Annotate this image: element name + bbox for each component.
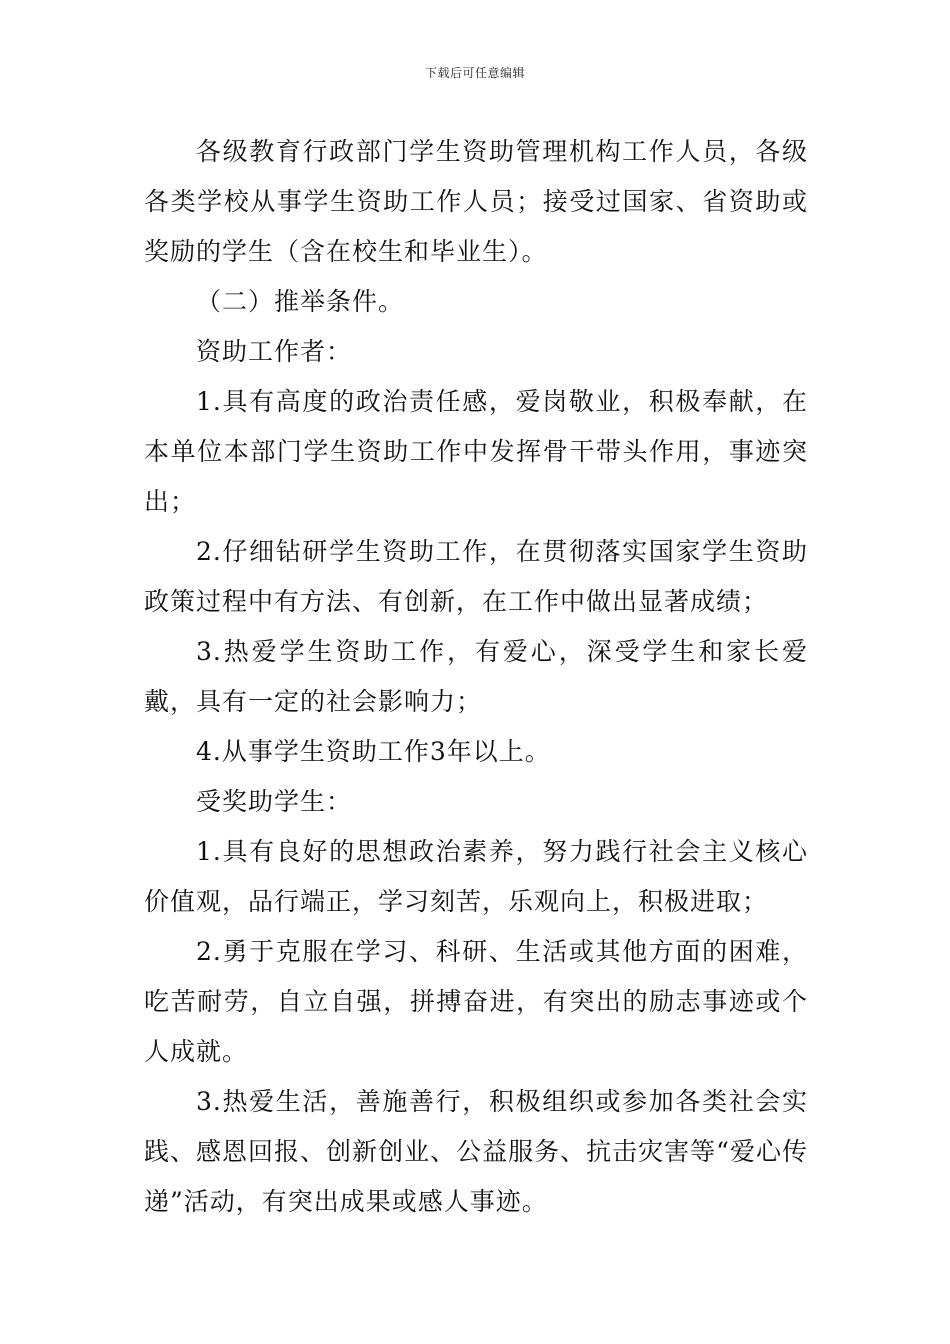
section-heading-conditions: （二）推举条件。 [196, 287, 405, 316]
list-item: 3.热爱学生资助工作，有爱心，深受学生和家长爱戴，具有一定的社会影响力； [144, 637, 808, 716]
list-item: 2.仔细钻研学生资助工作，在贯彻落实国家学生资助政策过程中有方法、有创新，在工作中做出显著成绩； [144, 537, 808, 616]
subheading-aid-workers: 资助工作者： [196, 337, 353, 366]
document-body [144, 127, 808, 1227]
list-item: 2.勇于克服在学习、科研、生活或其他方面的困难，吃苦耐劳，自立自强，拼搏奋进，有突出的励志事迹或个人成就。 [144, 937, 808, 1066]
list-item: 3.热爱生活，善施善行，积极组织或参加各类社会实践、感恩回报、创新创业、公益服务、抗击灾害等“爱心传递”活动，有突出成果或感人事迹。 [144, 1087, 808, 1216]
page-header: 下载后可任意编辑 [424, 66, 525, 80]
list-item: 4.从事学生资助工作3年以上。 [196, 737, 551, 766]
list-item: 1.具有高度的政治责任感，爱岗敬业，积极奉献，在本单位本部门学生资助工作中发挥骨干带头作用，事迹突出； [144, 387, 808, 516]
list-item: 1.具有良好的思想政治素养，努力践行社会主义核心价值观，品行端正，学习刻苦，乐观向上，积极进取； [144, 837, 808, 916]
paragraph-scope: 各级教育行政部门学生资助管理机构工作人员，各级各类学校从事学生资助工作人员；接受过国家、省资助或奖励的学生（含在校生和毕业生）。 [144, 137, 808, 266]
subheading-aided-students: 受奖助学生： [196, 787, 353, 816]
